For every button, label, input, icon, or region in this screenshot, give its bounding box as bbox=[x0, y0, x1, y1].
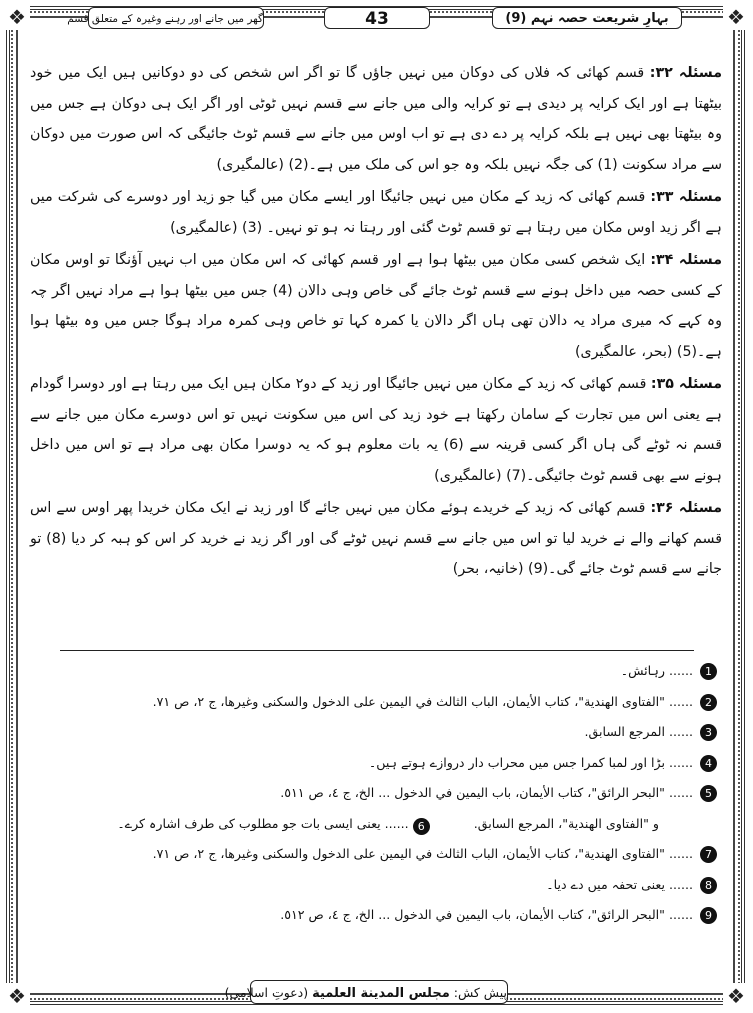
footnote-number: 5 bbox=[700, 785, 717, 802]
footnote-number: 4 bbox=[700, 755, 717, 772]
masala-text: قسم کھائی کہ فلاں کی دوکان میں نہیں جاؤں گا تو اگر اس شخص کی دو دوکانیں ہیں ایک میں خود بیٹھتا ہے اور ایک کرایہ پر دیدی ہے تو کرایہ والی میں جانے سے قسم نہیں ٹوٹی اور اگر ایک ہی دوکان ہے جس میں وہ بیٹھتا بھی نہیں ہے بلکہ کرایہ پر دے دی ہے تو اب اوس میں جانے سے قسم ٹوٹ جائیگی کہ اس صورت میں دوکان سے مراد سکونت (1) کی جگہ نہیں بلکہ وہ جو اس کی ملک میں ہے۔(2) (عالمگیری) bbox=[30, 65, 722, 173]
masala-text: قسم کھائی کہ زید کے مکان میں نہیں جائیگا اور زید کے دو۲ مکان ہیں ایک میں رہتا ہے اور دوسرا گودام ہے یعنی اس میں تجارت کے سامان رکھتا ہے خود زید کی اس میں سکونت نہیں تو اس دوسرے مکان میں جانے سے قسم نہ ٹوٹے گی ہاں اگر کسی قرینہ سے (6) یہ بات معلوم ہو کہ یہ دوسرا مکان بھی مراد ہے تو اس میں داخل ہونے سے بھی قسم ٹوٹ جائیگی۔(7) (عالمگیری) bbox=[30, 376, 723, 484]
corner-ornament-icon: ❖ bbox=[723, 983, 749, 1009]
footnote-text: ...... یعنی ایسی بات جو مطلوب کی طرف اشارہ کرے۔ bbox=[117, 815, 409, 831]
corner-ornament-icon: ❖ bbox=[4, 983, 30, 1009]
chapter-title: گھر میں جانے اور رہنے وغیرہ کے متعلق قسم bbox=[88, 7, 264, 29]
footnote-text: ...... رہائش۔ bbox=[620, 663, 693, 678]
footnote-text: ...... یعنی تحفہ میں دے دیا۔ bbox=[546, 876, 693, 892]
footnote-number: 2 bbox=[700, 694, 717, 711]
footnote-text: ...... بڑا اور لمبا کمرا جس میں محراب دار دروازے ہوتے ہیں۔ bbox=[368, 754, 693, 770]
masala-label: مسئلہ ۳۲: bbox=[649, 65, 723, 81]
footnote-number: 1 bbox=[700, 663, 717, 680]
masala-label: مسئلہ ۳۶: bbox=[650, 500, 723, 516]
page-number: 43 bbox=[324, 7, 430, 29]
masala-36 bbox=[30, 493, 722, 585]
masala-34 bbox=[30, 245, 722, 367]
footnote-number: 7 bbox=[700, 846, 717, 863]
book-title: بہارِ شریعت حصہ نہم (9) bbox=[492, 7, 682, 29]
footnote-text: و "الفتاوی الهندية"، المرجع السابق. bbox=[473, 815, 659, 831]
masala-text: ایک شخص کسی مکان میں بیٹھا ہوا ہے اور قسم کھائی کہ اس مکان میں اب نہیں آؤنگا تو اوس مکان کے کسی حصہ میں داخل ہونے سے قسم ٹوٹ جائے گی خاص وہی دالان (4) جس میں بیٹھا ہوا ہے مراد نہیں اگر چہ وہ کہے کہ میری مراد یہ دالان تھی ہاں اگر دالان یا کمرہ کہا تو خاص وہی کمرہ مراد ہوگا جس میں وہ بیٹھا ہوا ہے۔(5) (بحر، عالمگیری) bbox=[30, 252, 722, 360]
masala-33 bbox=[30, 182, 722, 243]
footnote-text: ...... "الفتاوی الهندية"، كتاب الأيمان، الباب الثالث في اليمين على الدخول والسكنى وغيرها، ج ٢، ص ٧١. bbox=[152, 693, 693, 709]
publisher-name: مجلس المدينة العلمية bbox=[312, 986, 450, 1001]
footnote-number: 8 bbox=[700, 877, 717, 894]
masala-label: مسئلہ ۳۳: bbox=[650, 189, 723, 205]
footnote bbox=[34, 870, 717, 901]
footer-prefix: پیش کش: bbox=[453, 985, 507, 1000]
footnotes bbox=[34, 656, 717, 931]
footnote-text: ...... "البحر الرائق"، كتاب الأيمان، باب اليمين في الدخول ... الخ، ج ٤، ص ٥١٢. bbox=[280, 907, 693, 922]
footnote bbox=[34, 778, 717, 809]
footnote-number: 6 bbox=[413, 818, 430, 835]
masala-35 bbox=[30, 369, 722, 491]
footnote bbox=[34, 687, 717, 718]
footnote-number: 9 bbox=[700, 907, 717, 924]
footnote-text: ...... المرجع السابق. bbox=[584, 724, 693, 739]
main-text bbox=[30, 58, 722, 587]
footnote bbox=[34, 748, 717, 779]
footnote bbox=[34, 839, 717, 870]
masala-text: قسم کھائی کہ زید کے خریدے ہوئے مکان میں نہیں جائے گا اور زید نے ایک مکان خریدا پھر اوس سے اس قسم کھانے والے نے خرید لیا تو اس میں جانے سے قسم نہیں ٹوٹے گی اور اگر زید نے خرید کر اس کو ہبہ کر دیا (8) تو جانے سے قسم ٹوٹ جائے گی۔(9) (خانیہ، بحر) bbox=[30, 500, 723, 577]
footnote bbox=[34, 717, 717, 748]
footnote-number: 3 bbox=[700, 724, 717, 741]
footnote-text: ...... "الفتاوی الهندية"، كتاب الأيمان، الباب الثالث في اليمين على الدخول والسكنى وغيرها، ج ٢، ص ٧١. bbox=[152, 846, 693, 861]
footnote bbox=[34, 809, 717, 840]
footnote bbox=[34, 900, 717, 931]
corner-ornament-icon: ❖ bbox=[4, 4, 30, 30]
footnote bbox=[34, 656, 717, 687]
page-header bbox=[22, 4, 731, 32]
masala-label: مسئلہ ۳۴: bbox=[650, 252, 722, 268]
masala-32 bbox=[30, 58, 722, 180]
footer-suffix: (دعوتِ اسلامی) bbox=[224, 985, 309, 1000]
corner-ornament-icon: ❖ bbox=[723, 4, 749, 30]
masala-label: مسئلہ ۳۵: bbox=[650, 376, 722, 392]
masala-text: قسم کھائی کہ زید کے مکان میں نہیں جائیگا اور ایسے مکان میں گیا جو زید اور دوسرے کی شرکت میں ہے اگر زید اوس مکان میں رہتا ہے تو قسم ٹوٹ گئی اور رہتا نہ ہو تو نہیں۔ (3) (عالمگیری) bbox=[30, 189, 722, 236]
footnote-text: ...... "البحر الرائق"، كتاب الأيمان، باب اليمين في الدخول ... الخ، ج ٤، ص ٥١١. bbox=[280, 785, 693, 800]
page-footer bbox=[224, 980, 508, 1004]
footnote-divider bbox=[60, 650, 694, 651]
